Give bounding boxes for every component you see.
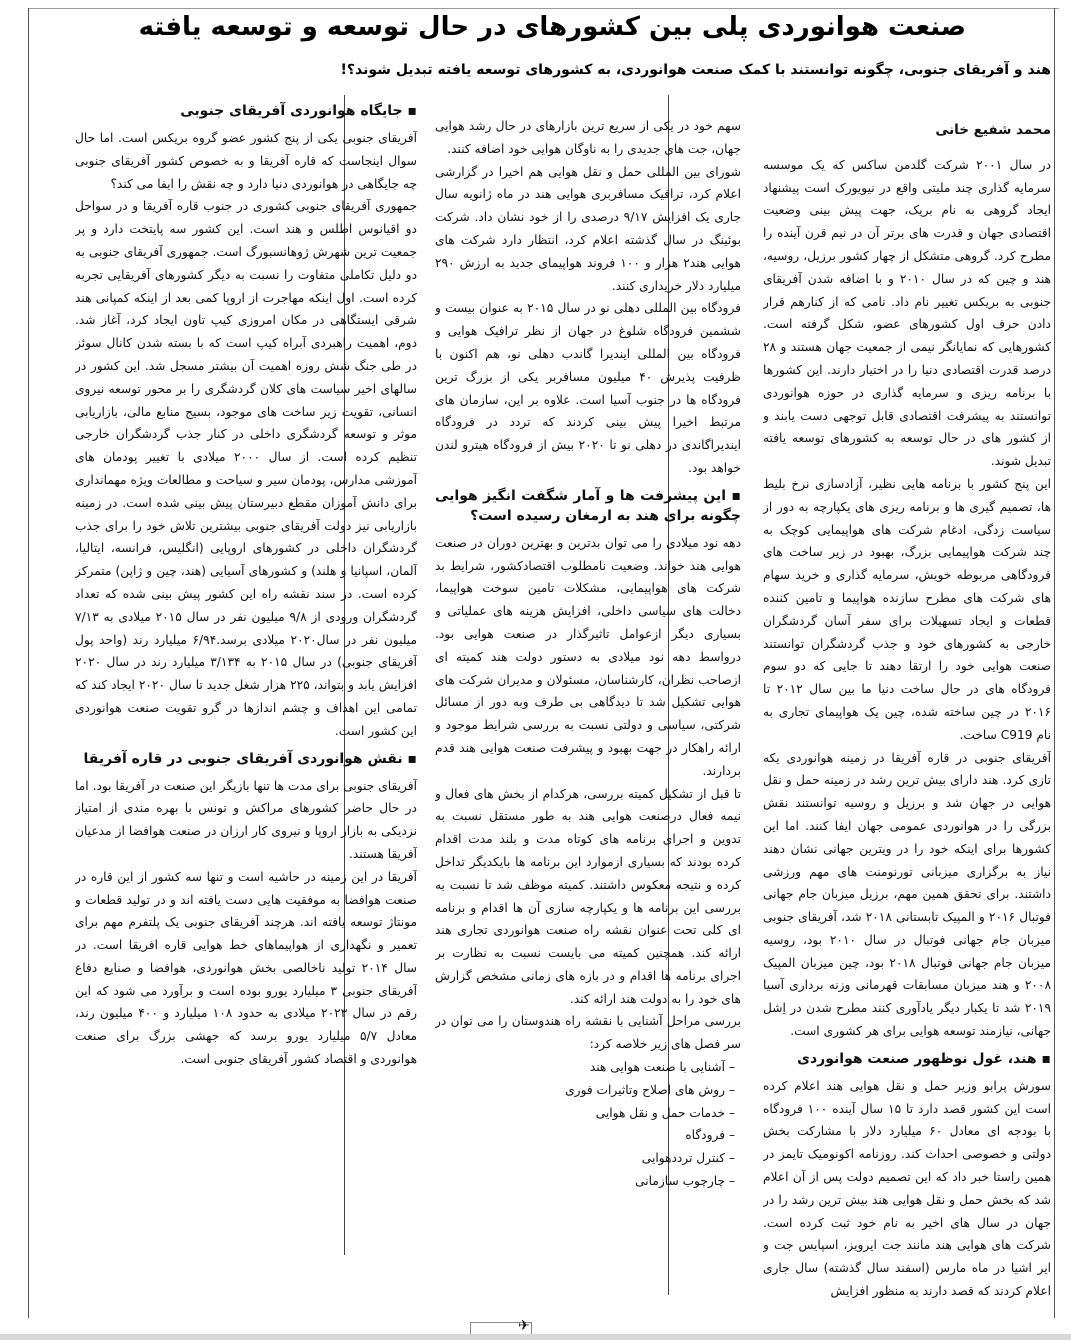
paragraph: شورای بین المللی حمل و نقل هوایی هم اخیرا در گزارشی اعلام کرد، ترافیک مسافربری هوایی هند در ماه ژانویه سال جاری یک افزایش ۹/۱۷ درصدی را از خود نشان داد. شرکت بوئینگ در سال گذشته اعلام کرد، انتظار دارد شرکت های هوایی هند۲ هزار و ۱۰۰ فروند هواپیمای جدید به ارزش ۲۹۰ میلیارد دلار خریداری کنند. <box>435 164 741 293</box>
list-item: – روش های اصلاح وتاثیرات فوری <box>565 1082 735 1097</box>
list-item: – آشنایی با صنعت هوایی هند <box>589 1060 735 1075</box>
paragraph: آفریقای جنوبی برای مدت ها تنها بازیگر این صنعت در آفریقا بود. اما در حال حاضر کشورهای مراکش و تونس با بهره مندی از امتیاز نزدیکی به بازار اروپا و نیروی کار ارزان در صنعت هوافضا از مدعیان آفریقا هستند. <box>75 778 417 861</box>
article-subtitle: هند و آفریقای جنوبی، چگونه توانستند با کمک صنعت هوانوردی، به کشورهای توسعه یافته تبدیل شوند؟! <box>340 62 1051 78</box>
column-middle <box>435 115 741 1255</box>
top-rule <box>28 8 1059 9</box>
list-item: – فرودگاه <box>685 1128 735 1143</box>
article-title: صنعت هوانوردی پلی بین کشورهای در حال توسعه و توسعه یافته <box>138 12 966 42</box>
page-border-left <box>28 8 29 1318</box>
column-left <box>75 95 417 1290</box>
paragraph: سورش پرابو وزیر حمل و نقل هوایی هند اعلام کرده است این کشور قصد دارد تا ۱۵ سال آینده ۱۰۰ فرودگاه با بودجه ای معادل ۶۰ میلیارد دلار با مشارکت بخش دولتی و خصوصی احداث کند. روزنامه اکونومیک تایمز در همین راستا خبر داد که این تصمیم دولت پس از آن اعلام شد که بخش حمل و نقل هوایی هند بیش ترین رشد را در جهان در سال های اخیر به نام خود ثبت کرده است. شرکت های هوایی هند مانند جت ایرویز، اسپایس جت و ایر اشیا در ماه مارس (اسفند سال گذشته) سال جاری اعلام کردند که قصد دارند به منظور افزایش <box>763 1078 1051 1299</box>
paragraph: جمهوری آفریقای جنوبی کشوری در جنوب قاره آفریقا و در سواحل دو اقیانوس اطلس و هند است. این کشور سه پایتخت دارد و پر جمعیت ترین شهرش ژوهانسبورگ است. جمهوری آفریقای جنوبی به دو دلیل تکاملی متفاوت را نسبت به دیگر کشورهای آفریقایی تجربه کرده است. اول اینکه مهاجرت از اروپا کمی بعد از اینکه کمپانی هند شرقی ایستگاهی در مکان امروزی کیپ تاون ایجاد کرد، آغاز شد. دوم، اهمیت راهبردی آبراه کیپ است که با بسته شدن کانال سوئز در طی جنگ شش روزه اهمیت آن بیشتر مسجل شد. این کشور در سالهای اخیر سیاست های کلان گردشگری را بر محور توسعه نیروی انسانی، تقویت زیر ساخت های موجود، بسیج منابع مالی، بازاریابی موثر و توسعه گردشگری داخلی در کنار جذب گردشگران خارجی تنظیم کرده است. از سال ۲۰۰۰ میلادی با تغییر پودمان های آموزشی مدارس، پودمان سیر و سیاحت و مطالعات ویژه مهمانداری برای دانش آموزان مقطع دبیرستان پیش بینی شده است. در زمینه بازاریابی نیز دولت آفریقای جنوبی بیشترین تلاش خود را برای جذب گردشگران داخلی در کشورهای اروپایی (انگلیس، فرانسه، ایتالیا، آلمان، اسپانیا و هلند) و کشورهای آسیایی (هند، چین و ژاپن) متمرکز کرده است. در سند نقشه راه این کشور پیش بینی شده که تعداد گردشگران ورودی از ۹/۸ میلیون نفر در سال ۲۰۱۵ میلادی به ۷/۱۳ میلیون نفر در سال۲۰۲۰ میلادی برسد.۶/۹۴ میلیارد رند (واحد پول آفریقای جنوبی) در سال ۲۰۱۵ به ۳/۱۳۴ میلیارد رند در سال ۲۰۲۰ افزایش یابد و بتواند، ۲۲۵ هزار شغل جدید تا سال ۲۰۲۰ ایجاد کند که تمامی این اهداف و چشم اندازها در گرو تقویت صنعت هوانوردی این کشور است. <box>75 199 417 738</box>
paragraph: آفریقای جنوبی در قاره آفریقا در زمینه هوانوردی یکه تازی کرد. هند دارای بیش ترین رشد در زمینه حمل و نقل هوایی در جهان شد و برزیل و روسیه توانستند نقش بزرگی را در هوانوردی عمومی جهان ایفا کنند. اما این کشورها برای اینکه خود را در ویترین جهانی نشان دهند نیاز به برگزاری میزبانی تورنومنت های مهم ورزشی داشتند. برای تحقق همین مهم، برزیل میزبان جام جهانی فوتبال ۲۰۱۶ و المپیک تابستانی ۲۰۱۸ شد، آفریقای جنوبی میزبان جام جهانی فوتبال در سال ۲۰۱۰ بود، روسیه میزبان جام جهانی فوتبال ۲۰۱۸ بود، چین میزبان المپیک ۲۰۰۸ و هند میزبان مسابقات قهرمانی وزنه برداری آسیا ۲۰۱۹ شد تا یکبار دیگر یادآوری کنند مطرح شدن در اِشل جهانی، نیازمند توسعه هوایی برای هر کشوری است. <box>763 750 1051 1039</box>
page-border-right <box>1054 8 1055 1318</box>
roadmap-list <box>435 1056 741 1193</box>
section-heading: ▪ هند، غول نوظهور صنعت هوانوردی <box>797 1050 1051 1067</box>
list-item: – چارچوب سازمانی <box>635 1174 735 1189</box>
list-item: – کنترل ترددهوایی <box>641 1151 735 1166</box>
paragraph: در سال ۲۰۰۱ شرکت گلدمن ساکس که یک موسسه سرمایه گذاری چند ملیتی واقع در نیویورک است پیشنهاد ایجاد گروهی به نام بریک، جهت پیش بینی وضعیت اقتصادی جهان و قدرت های برتر آن در نیم قرن آینده را مطرح کرد. گروهی متشکل از چهار کشور برزیل، روسیه، هند و چین که در سال ۲۰۱۰ و با اضافه شدن آفریقای جنوبی به بریکس تغییر نام داد. نامی که از کنارهم قرار دادن حرف اول کشورهای عضو، شکل گرفته است. کشورهایی که نمایانگر نیمی از جمعیت جهان هستند و ۲۸ درصد قدرت اقتصادی دنیا را در اختیار دارند. این کشورها با برنامه ریزی و سرمایه گذاری در حوزه هوانوردی توانستند به پیشرفت اقتصادی قابل توجهی دست یابند و از کشور های در حال توسعه به کشورهای توسعه یافته تبدیل شوند. <box>763 157 1051 469</box>
airplane-icon: ✈ <box>518 1318 530 1334</box>
paragraph: دهه نود میلادی را می توان بدترین و بهترین دوران در صنعت هوایی هند خواند. وضعیت نامطلوب اقتصادکشور، شرایط بد شرکت های هواپیمایی، مشکلات تامین سوخت هواپیما، دخالت های سیاسی داخلی، افزایش هزینه های عملیاتی و بسیاری دیگر ازعوامل تاثیرگذار در صنعت هوایی بود. درواسط دهه نود میلادی به دستور دولت هند کمیته ای ازصاحب نظران، کارشناسان، مسئولان و مدیران شرکت های هوایی تشکیل شد تا دیدگاهی بی طرف وبه دور از مسائل شرکتی، سیاسی و دولتی نسبت به بررسی شرایط موجود و ارائه راهکار در جهت بهبود و پیشرفت صنعت هوایی هند قدم بردارند. <box>435 535 741 778</box>
paragraph: تا قبل از تشکیل کمیته بررسی، هرکدام از بخش های فعال و نیمه فعال درصنعت هوایی هند به طور مستقل نسبت به تدوین و اجرای برنامه های کوتاه مدت و بلند مدت اقدام کرده بودند که بسیاری ازموارد این برنامه ها بایکدیگر تداخل کرده و نتیجه معکوس داشتند. کمیته موظف شد تا نسبت به بررسی این برنامه ها و یکپارچه سازی آن ها اقدام و برنامه ای کلی تحت عنوان نقشه راه صنعت هوانوردی تجاری هند ارائه کند. همچنین کمیته می بایست نسبت به نظارت بر اجرای برنامه ها اقدام و در بازه های زمانی مشخص گزارش های خود را به دولت هند ارائه کند. <box>435 786 741 1006</box>
paragraph: این پنج کشور با برنامه هایی نظیر، آزادسازی نرخ بلیط ها، تصمیم گیری ها و برنامه ریزی های یکپارچه به دور از سیاست زدگی، ادغام شرکت های هواپیمایی کوچک به چند شرکت هواپیمایی بزرگ، بهبود در زیر ساخت های فرودگاهی مربوطه خویش، سرمایه گذاری و خرید سهام های شرکت های مطرح سازنده هواپیما و تامین کننده قطعات و ایجاد تسهیلات برای سفر آسان گردشگران خارجی به کشورهای خود و جذب گردشگران توانستند صنعت هوایی خود را ارتقا دهند تا جایی که دو سوم فرودگاه های در حال ساخت دنیا ما بین سال ۲۰۱۲ تا ۲۰۱۶ در چین ساخته شده، چین یک هواپیمای تجاری به نام C919 ساخت. <box>763 476 1051 742</box>
section-heading: ▪ این پیشرفت ها و آمار شگفت انگیز هوایی چگونه برای هند به ارمغان رسیده است؟ <box>435 487 741 524</box>
paragraph: آفریقا در این زمینه در حاشیه است و تنها سه کشور از این قاره در صنعت هوافضا به موفقیت هایی دست یافته اند و در تولید قطعات و مونتاژ توسعه یافته اند. هرچند آفریقای جنوبی یک پلتفرم مهم برای تعمیر و نگهداری از هواپیماهای خط هوایی قاره افریقا است. در سال ۲۰۱۴ تولید ناخالصی بخش هوانوردی، هوافضا و صنایع دفاع آفریقای جنوبی ۳ میلیارد یورو بوده است و برآورد می شود که این رقم در سال ۲۰۲۳ میلادی به حدود ۱۰۸ میلیارد و ۴۰۰ میلیون رند، معادل ۵/۷ میلیارد یورو برسد که جهشی بزرگ برای صنعت هوانوردی و اقتصاد کشور آفریقای جنوبی است. <box>75 869 417 1067</box>
column-right <box>763 115 1051 1315</box>
bottom-bar <box>0 1334 1071 1340</box>
author-name: محمد شفیع خانی <box>935 122 1051 138</box>
section-heading: ▪ جایگاه هوانوردی آفریقای جنوبی <box>180 103 417 119</box>
paragraph: آفریقای جنوبی یکی از پنج کشور عضو گروه بریکس است. اما حال سوال اینجاست که قاره آفریقا و به خصوص کشور آفریقای جنوبی چه جایگاهی در هوانوردی دنیا دارد و چه نقش را ایفا می کند؟ <box>75 131 417 191</box>
section-heading: ▪ نقش هوانوردی آفریقای جنوبی در قاره آفریقا <box>83 750 417 767</box>
paragraph: فرودگاه بین المللی دهلی نو در سال ۲۰۱۵ به عنوان بیست و ششمین فرودگاه شلوغ در جهان از نظر ترافیک هوایی و فرودگاه بین المللی ایندیرا گاندب دهلی نو، هم اکنون با ظرفیت پذیرش ۴۰ میلیون مسافربر یکی از بزرگ ترین فرودگاه ها در جنوب آسیا است. علاوه بر این، سازمان های مرتبط اخیرا پیش بینی کردند که تردد در فرودگاه ایندیراگاندی در دهلی نو تا ۲۰۲۰ بیش از فرودگاه هیترو لندن خواهد بود. <box>435 301 741 475</box>
list-item: – خدمات حمل و نقل هوایی <box>595 1105 735 1120</box>
paragraph: سهم خود در یکی از سریع ترین بازارهای در حال رشد هوایی جهان، جت های جدیدی را به ناوگان هوایی خود اضافه کنند. <box>435 119 741 156</box>
paragraph: بررسی مراحل آشنایی با نقشه راه هندوستان را می توان در سر فصل های زیر خلاصه کرد: <box>435 1014 741 1052</box>
